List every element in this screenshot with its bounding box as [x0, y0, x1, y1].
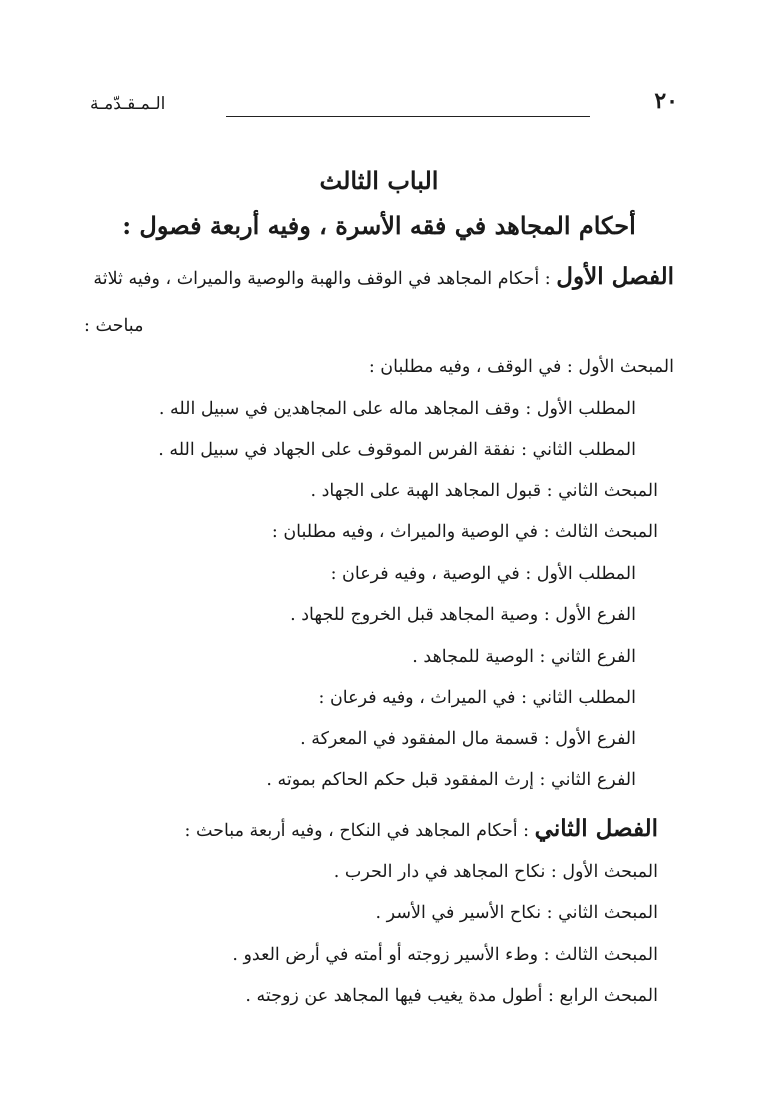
chapter-subtitle: أحكام المجاهد في فقه الأسرة ، وفيه أربعة فصول :	[122, 211, 636, 240]
fasl1-mabhath3-matlab2: المطلب الثاني : في الميراث ، وفيه فرعان :	[318, 688, 636, 708]
header-rule	[226, 116, 590, 117]
fasl2-mabhath4: المبحث الرابع : أطول مدة يغيب فيها المجاهد عن زوجته .	[245, 986, 658, 1006]
fasl1-mabhath2: المبحث الثاني : قبول المجاهد الهبة على الجهاد .	[310, 481, 658, 501]
page-number: ٢٠	[654, 88, 678, 114]
fasl2-mabhath3: المبحث الثالث : وطء الأسير زوجته أو أمته في أرض العدو .	[232, 945, 658, 965]
fasl2-text: : أحكام المجاهد في النكاح ، وفيه أربعة مباحث :	[184, 821, 530, 841]
fasl2-label: الفصل الثاني	[534, 815, 658, 842]
fasl1-mabhath3-matlab2-far2: الفرع الثاني : إرث المفقود قبل حكم الحاكم بموته .	[266, 770, 636, 790]
fasl1-mabhath3-matlab1-far1: الفرع الأول : وصية المجاهد قبل الخروج للجهاد .	[290, 605, 636, 625]
fasl2-line	[185, 815, 658, 842]
fasl1-text: : أحكام المجاهد في الوقف والهبة والوصية والميراث ، وفيه ثلاثة	[93, 269, 551, 289]
fasl1-mabhath1-matlab2: المطلب الثاني : نفقة الفرس الموقوف على الجهاد في سبيل الله .	[158, 440, 636, 460]
fasl1-mabhath3-matlab1-far2: الفرع الثاني : الوصية للمجاهد .	[412, 647, 636, 667]
page-header	[88, 88, 680, 122]
fasl1-label: الفصل الأول	[556, 263, 674, 290]
fasl1-mabhath1-matlab1: المطلب الأول : وقف المجاهد ماله على المجاهدين في سبيل الله .	[158, 399, 636, 419]
fasl1-mabhath3: المبحث الثالث : في الوصية والميراث ، وفيه مطلبان :	[271, 522, 658, 542]
fasl1-mabhath1: المبحث الأول : في الوقف ، وفيه مطلبان :	[368, 357, 674, 377]
fasl1-text-line2: مباحث :	[84, 316, 144, 336]
fasl1-mabhath3-matlab1: المطلب الأول : في الوصية ، وفيه فرعان :	[330, 564, 636, 584]
fasl1-text-continuation	[84, 316, 143, 336]
fasl2-mabhath2: المبحث الثاني : نكاح الأسير في الأسر .	[375, 903, 658, 923]
chapter-title: الباب الثالث	[319, 166, 439, 195]
fasl1-line	[93, 263, 674, 290]
fasl1-mabhath3-matlab2-far1: الفرع الأول : قسمة مال المفقود في المعركة .	[300, 729, 636, 749]
running-head: الـمـقـدّمـة	[90, 94, 166, 114]
fasl2-mabhath1: المبحث الأول : نكاح المجاهد في دار الحرب .	[333, 862, 658, 882]
